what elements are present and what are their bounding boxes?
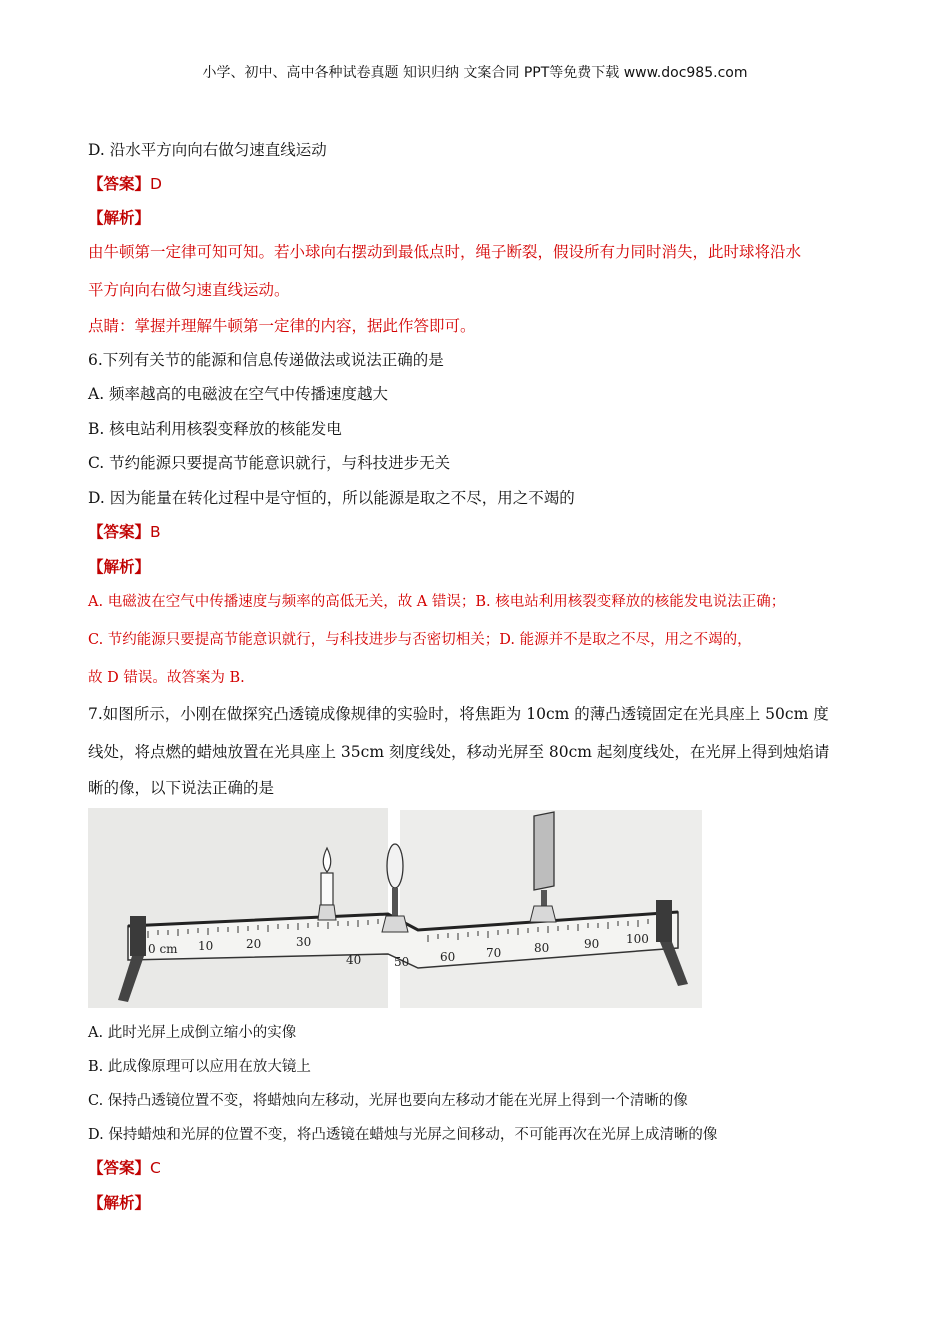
q6-option-a: A. 频率越高的电磁波在空气中传播速度越大 bbox=[88, 385, 389, 403]
q7-stem-line-3: 晰的像，以下说法正确的是 bbox=[88, 779, 275, 797]
lens-stem bbox=[392, 888, 398, 916]
light-screen bbox=[534, 812, 554, 890]
optical-bench-figure bbox=[88, 808, 702, 1008]
screen-holder bbox=[530, 906, 556, 922]
q5-option-d: D. 沿水平方向向右做匀速直线运动 bbox=[88, 141, 327, 159]
q7-option-c: C. 保持凸透镜位置不变，将蜡烛向左移动，光屏也要向左移动才能在光屏上得到一个清晰的像 bbox=[88, 1093, 688, 1109]
q6-answer bbox=[88, 521, 161, 543]
q7-answer bbox=[88, 1157, 161, 1179]
q7-option-d: D. 保持蜡烛和光屏的位置不变，将凸透镜在蜡烛与光屏之间移动，不可能再次在光屏上成清晰的像 bbox=[88, 1127, 718, 1143]
ruler-label-10: 10 bbox=[198, 939, 214, 953]
q7-stem-line-1: 7.如图所示，小刚在做探究凸透镜成像规律的实验时，将焦距为 10cm 的薄凸透镜固定在光具座上 50cm 度 bbox=[88, 705, 829, 723]
candle-holder bbox=[318, 905, 336, 920]
ruler-label-90: 90 bbox=[584, 937, 600, 951]
candle bbox=[321, 873, 333, 905]
page-header: 小学、初中、高中各种试卷真题 知识归纳 文案合同 PPT等免费下载 www.doc985.com bbox=[202, 65, 748, 81]
q6-answer-value: B bbox=[150, 523, 161, 541]
q7-option-b: B. 此成像原理可以应用在放大镜上 bbox=[88, 1059, 311, 1075]
q5-tip: 点睛：掌握并理解牛顿第一定律的内容，据此作答即可。 bbox=[88, 317, 476, 335]
q6-stem: 6.下列有关节的能源和信息传递做法或说法正确的是 bbox=[88, 351, 444, 369]
q7-answer-value: C bbox=[150, 1159, 161, 1177]
q6-option-b: B. 核电站利用核裂变释放的核能发电 bbox=[88, 420, 342, 438]
ruler-label-20: 20 bbox=[246, 937, 262, 951]
q5-analysis-line-1: 由牛顿第一定律可知可知。若小球向右摆动到最低点时，绳子断裂，假设所有力同时消失，此时球将沿水 bbox=[88, 243, 802, 261]
q7-stem-line-2: 线处，将点燃的蜡烛放置在光具座上 35cm 刻度线处，移动光屏至 80cm 起刻度线处，在光屏上得到烛焰请 bbox=[88, 743, 830, 761]
ruler-label-80: 80 bbox=[534, 941, 550, 955]
q7-option-a: A. 此时光屏上成倒立缩小的实像 bbox=[88, 1025, 297, 1041]
ruler-label-0: 0 cm bbox=[148, 942, 178, 956]
lens-holder bbox=[382, 916, 408, 932]
ruler-label-50: 50 bbox=[394, 955, 410, 969]
q6-option-d: D. 因为能量在转化过程中是守恒的，所以能源是取之不尽，用之不竭的 bbox=[88, 489, 575, 507]
ruler-label-70: 70 bbox=[486, 946, 502, 960]
q5-answer-value: D bbox=[150, 175, 162, 193]
q6-analysis-line-1: A. 电磁波在空气中传播速度与频率的高低无关，故 A 错误；B. 核电站利用核裂变释放的核能发电说法正确； bbox=[88, 594, 786, 610]
convex-lens bbox=[387, 844, 403, 888]
q6-answer-tag: 【答案】 bbox=[88, 522, 151, 541]
left-end-block bbox=[130, 916, 146, 956]
q6-analysis-line-2: C. 节约能源只要提高节能意识就行，与科技进步与否密切相关；D. 能源并不是取之不尽，用之不竭的， bbox=[88, 632, 752, 648]
ruler-label-100: 100 bbox=[626, 932, 649, 946]
screen-stem bbox=[541, 890, 547, 906]
q7-answer-tag: 【答案】 bbox=[88, 1158, 151, 1177]
ruler-label-30: 30 bbox=[296, 935, 312, 949]
q7-analysis-tag: 【解析】 bbox=[88, 1193, 151, 1212]
q5-analysis-line-2: 平方向向右做匀速直线运动。 bbox=[88, 281, 290, 299]
q5-answer bbox=[88, 173, 162, 195]
q6-analysis-tag: 【解析】 bbox=[88, 557, 151, 576]
q6-option-c: C. 节约能源只要提高节能意识就行，与科技进步无关 bbox=[88, 454, 451, 472]
q5-answer-tag: 【答案】 bbox=[88, 174, 151, 193]
ruler-label-40: 40 bbox=[346, 953, 362, 967]
q5-analysis-tag: 【解析】 bbox=[88, 208, 151, 227]
right-end-block bbox=[656, 900, 672, 942]
ruler-label-60: 60 bbox=[440, 950, 456, 964]
q6-analysis-line-3: 故 D 错误。故答案为 B. bbox=[88, 670, 245, 686]
